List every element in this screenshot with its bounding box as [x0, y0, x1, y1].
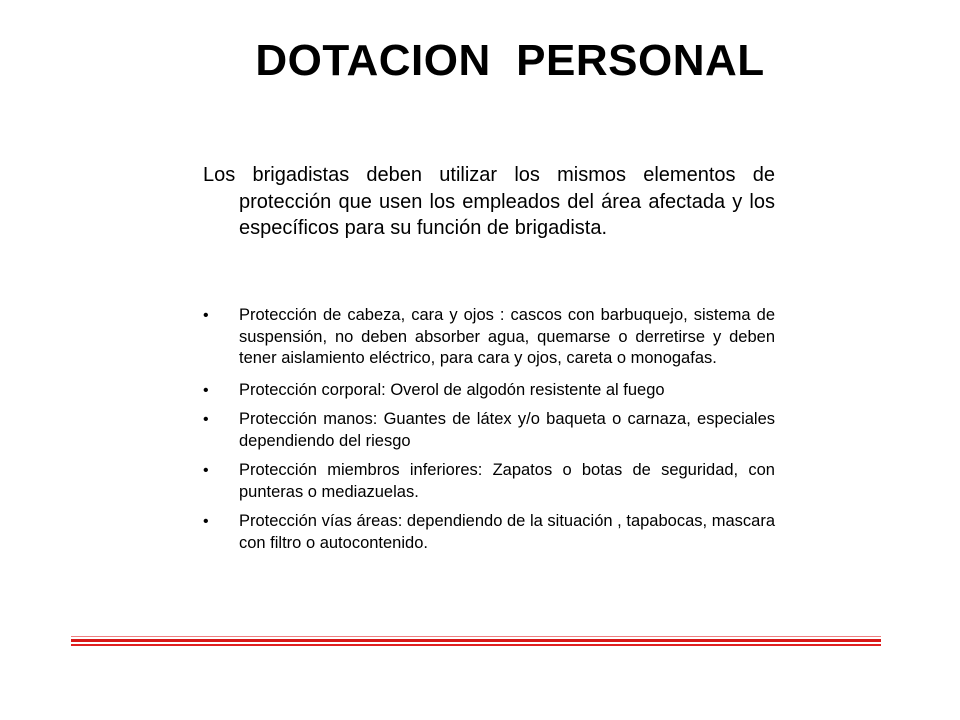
list-item-text: Protección miembros inferiores: Zapatos o botas de seguridad, con punteras o mediazuelas. [239, 461, 775, 501]
list-item [203, 409, 775, 452]
bullet-icon: • [203, 307, 209, 324]
bottom-divider [71, 636, 881, 648]
list-item [203, 511, 775, 554]
bullet-icon: • [203, 381, 209, 399]
slide-title: DOTACION PERSONAL [255, 36, 765, 85]
bullet-icon: • [203, 513, 209, 530]
list-item-text: Protección corporal: Overol de algodón resistente al fuego [239, 380, 665, 399]
protection-list [203, 305, 775, 562]
intro-paragraph: Los brigadistas deben utilizar los mismos elementos de protección que usen los empleados del área afectada y los específicos para su función de brigadista. [203, 164, 775, 239]
list-item [203, 305, 775, 370]
list-item [203, 460, 775, 503]
list-item-text: Protección vías áreas: dependiendo de la situación , tapabocas, mascara con filtro o autocontenido. [239, 512, 775, 552]
bullet-icon: • [203, 411, 209, 428]
list-item-text: Protección de cabeza, cara y ojos : cascos con barbuquejo, sistema de suspensión, no deben absorber agua, quemarse o derretirse y deben tener aislamiento eléctrico, para cara y ojos, careta o monogafas. [239, 306, 775, 367]
divider-line [71, 639, 881, 642]
list-item-text: Protección manos: Guantes de látex y/o baqueta o carnaza, especiales dependiendo del riesgo [239, 410, 775, 450]
list-item [203, 380, 775, 402]
divider-line [71, 636, 881, 637]
bullet-icon: • [203, 462, 209, 479]
divider-line [71, 644, 881, 646]
